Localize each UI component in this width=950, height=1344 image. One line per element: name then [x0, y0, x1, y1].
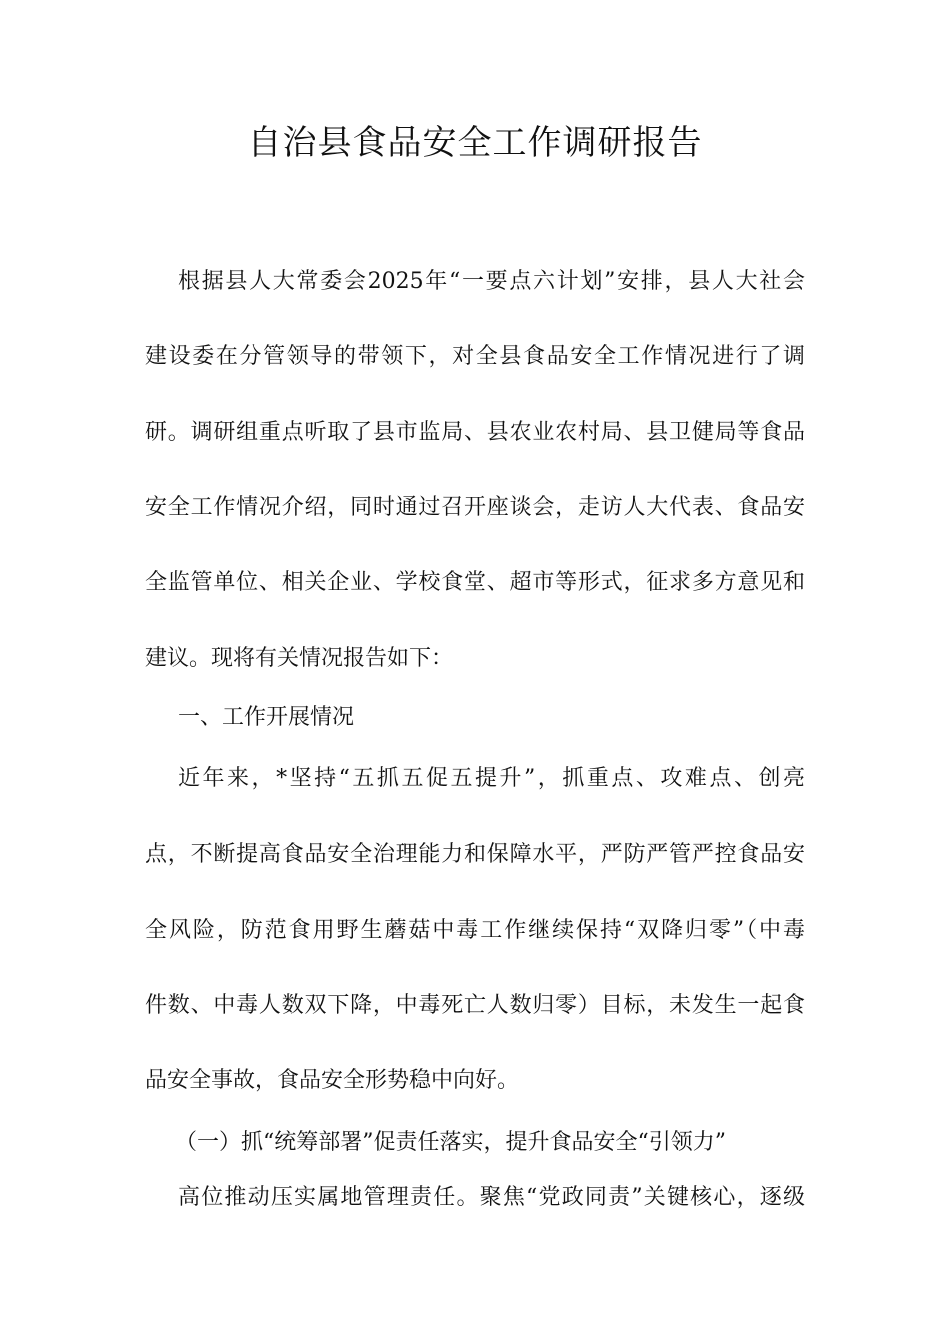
paragraph-line: 高位推动压实属地管理责任。聚焦“党政同责”关键核心，逐级 — [178, 1185, 805, 1210]
paragraph-line: 品安全事故，食品安全形势稳中向好。 — [145, 1068, 520, 1093]
paragraph-line: 根据县人大常委会2025年“一要点六计划”安排，县人大社会 — [178, 269, 805, 294]
paragraph-line: 安全工作情况介绍，同时通过召开座谈会，走访人大代表、食品安 — [145, 495, 805, 520]
paragraph-line: 全风险，防范食用野生蘑菇中毒工作继续保持“双降归零”（中毒 — [145, 918, 805, 943]
paragraph-line: 全监管单位、相关企业、学校食堂、超市等形式，征求多方意见和 — [145, 570, 805, 595]
document-title: 自治县食品安全工作调研报告 — [247, 123, 703, 163]
section-heading: 一、工作开展情况 — [178, 705, 355, 730]
paragraph-line: 点，不断提高食品安全治理能力和保障水平，严防严管严控食品安 — [145, 842, 805, 867]
paragraph-line: 建议。现将有关情况报告如下： — [145, 646, 454, 671]
paragraph-line: 近年来，*坚持“五抓五促五提升”，抓重点、攻难点、创亮 — [178, 766, 805, 791]
subsection-heading: （一）抓“统筹部署”促责任落实，提升食品安全“引领力” — [175, 1130, 726, 1155]
paragraph-line: 研。调研组重点听取了县市监局、县农业农村局、县卫健局等食品 — [145, 420, 805, 445]
paragraph-line: 件数、中毒人数双下降，中毒死亡人数归零）目标，未发生一起食 — [145, 993, 805, 1018]
paragraph-line: 建设委在分管领导的带领下，对全县食品安全工作情况进行了调 — [145, 344, 805, 369]
